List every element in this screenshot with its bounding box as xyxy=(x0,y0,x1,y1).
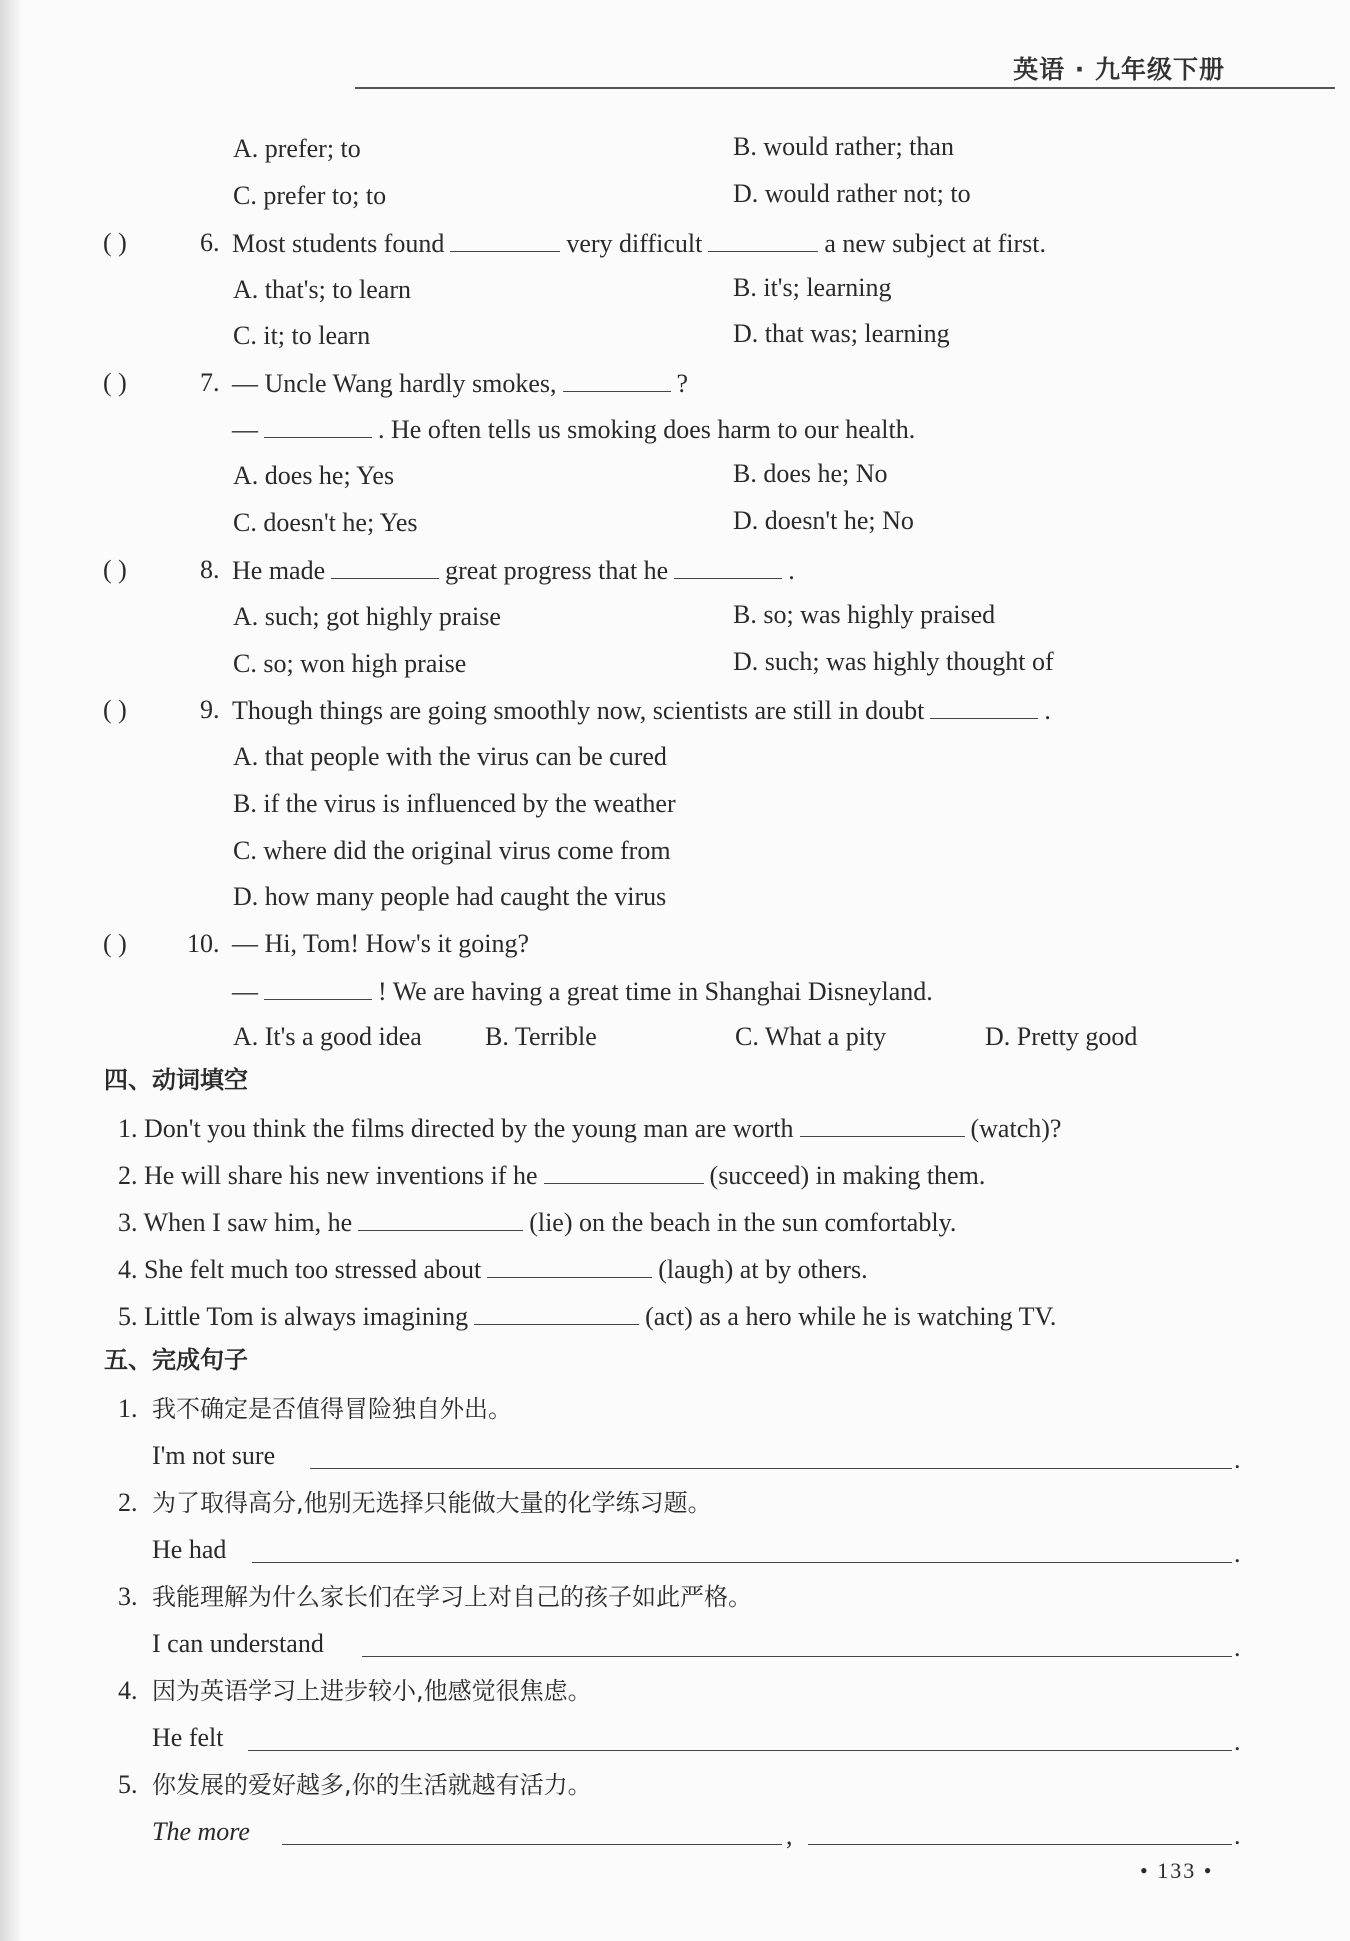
s5-item-1-period: . xyxy=(1234,1445,1241,1474)
q7-stem xyxy=(232,367,688,400)
q7-option-d: D. doesn't he; No xyxy=(733,506,914,535)
q10-number: 10. xyxy=(187,929,220,958)
s5-item-3-answer-line[interactable] xyxy=(362,1656,1232,1657)
q7-stem-part1: — Uncle Wang hardly smokes, xyxy=(232,369,557,398)
q9-stem xyxy=(232,694,1051,727)
s4-item-2-blank[interactable] xyxy=(544,1159,704,1184)
s5-item-5-prompt: The more xyxy=(152,1817,250,1846)
s5-item-2-chinese: 为了取得高分,他别无选择只能做大量的化学练习题。 xyxy=(152,1489,712,1517)
q6-blank-2[interactable] xyxy=(708,227,818,252)
q5-option-c: C. prefer to; to xyxy=(233,181,387,210)
q6-option-b: B. it's; learning xyxy=(733,273,892,302)
s5-item-5-chinese: 你发展的爱好越多,你的生活就越有活力。 xyxy=(152,1771,592,1799)
s5-item-5-comma: , xyxy=(786,1821,793,1850)
q9-answer-paren[interactable]: ( ) xyxy=(103,695,127,724)
q10-stem: — Hi, Tom! How's it going? xyxy=(232,929,530,958)
q6-stem xyxy=(232,227,1046,260)
q8-stem-part3: . xyxy=(788,556,795,585)
q10-option-b: B. Terrible xyxy=(485,1022,597,1051)
q7-option-a: A. does he; Yes xyxy=(233,461,395,490)
q7-answer-paren[interactable]: ( ) xyxy=(103,368,127,397)
q8-option-d: D. such; was highly thought of xyxy=(733,647,1054,676)
s5-item-3-num: 3. xyxy=(118,1582,138,1611)
s4-item-1-blank[interactable] xyxy=(800,1112,965,1137)
s5-item-4-period: . xyxy=(1234,1727,1241,1756)
q9-option-c: C. where did the original virus come from xyxy=(233,836,671,865)
s5-item-2-period: . xyxy=(1234,1539,1241,1568)
s4-item-5-blank[interactable] xyxy=(474,1300,639,1325)
q6-option-a: A. that's; to learn xyxy=(233,275,411,304)
q7-blank-2[interactable] xyxy=(264,413,372,438)
s4-item-3 xyxy=(118,1206,956,1239)
q7-response-text: . He often tells us smoking does harm to our health. xyxy=(378,415,916,444)
q6-number: 6. xyxy=(200,228,220,257)
s5-item-5-answer-line-1[interactable] xyxy=(282,1844,782,1845)
s5-item-4-answer-line[interactable] xyxy=(248,1750,1232,1751)
q7-response-dash: — xyxy=(232,415,258,444)
s4-item-2-num: 2. xyxy=(118,1161,138,1190)
s5-item-2-num: 2. xyxy=(118,1488,138,1517)
s5-item-1-answer-line[interactable] xyxy=(310,1468,1232,1469)
s5-item-1-chinese: 我不确定是否值得冒险独自外出。 xyxy=(152,1395,512,1423)
s5-item-4-num: 4. xyxy=(118,1676,138,1705)
section4-title: 四、动词填空 xyxy=(104,1066,248,1094)
s5-item-1-prompt: I'm not sure xyxy=(152,1441,276,1470)
q7-number: 7. xyxy=(200,368,220,397)
q8-stem-part2: great progress that he xyxy=(445,556,669,585)
s4-item-2-hint: (succeed) in making them. xyxy=(709,1161,986,1190)
header-rule xyxy=(355,87,1335,89)
s4-item-2-text: He will share his new inventions if he xyxy=(144,1161,538,1190)
q8-answer-paren[interactable]: ( ) xyxy=(103,555,127,584)
q5-option-b: B. would rather; than xyxy=(733,132,954,161)
q6-option-d: D. that was; learning xyxy=(733,319,950,348)
q10-option-d: D. Pretty good xyxy=(985,1022,1138,1051)
q6-stem-part2: very difficult xyxy=(566,229,703,258)
q10-option-c: C. What a pity xyxy=(735,1022,887,1051)
q6-stem-part1: Most students found xyxy=(232,229,445,258)
s4-item-5-text: Little Tom is always imagining xyxy=(144,1302,469,1331)
q10-blank-1[interactable] xyxy=(264,975,372,1000)
s4-item-1 xyxy=(118,1112,1061,1145)
q8-option-b: B. so; was highly praised xyxy=(733,600,996,629)
q10-response-text: ! We are having a great time in Shanghai Disneyland. xyxy=(378,977,933,1006)
s4-item-3-blank[interactable] xyxy=(358,1206,523,1231)
s5-item-4-prompt: He felt xyxy=(152,1723,224,1752)
s4-item-4-hint: (laugh) at by others. xyxy=(658,1255,868,1284)
q8-stem-part1: He made xyxy=(232,556,326,585)
s5-item-4-chinese: 因为英语学习上进步较小,他感觉很焦虑。 xyxy=(152,1677,592,1705)
s4-item-1-num: 1. xyxy=(118,1114,138,1143)
q7-option-b: B. does he; No xyxy=(733,459,888,488)
q10-answer-paren[interactable]: ( ) xyxy=(103,929,127,958)
q10-option-a: A. It's a good idea xyxy=(233,1022,422,1051)
q8-option-c: C. so; won high praise xyxy=(233,649,467,678)
s4-item-4 xyxy=(118,1253,868,1286)
section5-title: 五、完成句子 xyxy=(104,1346,248,1374)
q9-option-d: D. how many people had caught the virus xyxy=(233,882,667,911)
q6-stem-part3: a new subject at first. xyxy=(824,229,1046,258)
s5-item-2-answer-line[interactable] xyxy=(252,1562,1232,1563)
q6-option-c: C. it; to learn xyxy=(233,321,371,350)
q6-blank-1[interactable] xyxy=(450,227,560,252)
q10-response xyxy=(232,975,933,1008)
q9-blank-1[interactable] xyxy=(930,694,1038,719)
s4-item-5-num: 5. xyxy=(118,1302,138,1331)
header-title: 英语 · 九年级下册 xyxy=(1013,55,1225,84)
s4-item-4-num: 4. xyxy=(118,1255,138,1284)
q9-stem-part1: Though things are going smoothly now, scientists are still in doubt xyxy=(232,696,925,725)
q5-option-a: A. prefer; to xyxy=(233,134,361,163)
q7-option-c: C. doesn't he; Yes xyxy=(233,508,418,537)
q10-response-dash: — xyxy=(232,977,258,1006)
s5-item-2-prompt: He had xyxy=(152,1535,227,1564)
q8-number: 8. xyxy=(200,555,220,584)
page-edge-shadow xyxy=(0,0,22,1941)
s5-item-3-period: . xyxy=(1234,1633,1241,1662)
s5-item-5-answer-line-2[interactable] xyxy=(808,1844,1232,1845)
s5-item-3-prompt: I can understand xyxy=(152,1629,324,1658)
s4-item-5-hint: (act) as a hero while he is watching TV. xyxy=(645,1302,1057,1331)
s4-item-3-num: 3. xyxy=(118,1208,138,1237)
s4-item-1-hint: (watch)? xyxy=(970,1114,1062,1143)
q8-blank-1[interactable] xyxy=(331,554,439,579)
s5-item-1-num: 1. xyxy=(118,1394,138,1423)
s5-item-5-num: 5. xyxy=(118,1770,138,1799)
q7-response xyxy=(232,413,915,446)
s4-item-3-hint: (lie) on the beach in the sun comfortably. xyxy=(529,1208,957,1237)
s5-item-3-chinese: 我能理解为什么家长们在学习上对自己的孩子如此严格。 xyxy=(152,1583,752,1611)
s4-item-3-text: When I saw him, he xyxy=(143,1208,353,1237)
s4-item-2 xyxy=(118,1159,985,1192)
q9-number: 9. xyxy=(200,695,220,724)
s4-item-4-blank[interactable] xyxy=(487,1253,652,1278)
q8-stem xyxy=(232,554,795,587)
q6-answer-paren[interactable]: ( ) xyxy=(103,228,127,257)
page-number: • 133 • xyxy=(1140,1858,1214,1883)
q9-option-a: A. that people with the virus can be cured xyxy=(233,742,667,771)
q7-blank-1[interactable] xyxy=(563,367,671,392)
s4-item-5 xyxy=(118,1300,1056,1333)
q8-blank-2[interactable] xyxy=(674,554,782,579)
q9-stem-part2: . xyxy=(1044,696,1051,725)
q5-option-d: D. would rather not; to xyxy=(733,179,971,208)
q8-option-a: A. such; got highly praise xyxy=(233,602,501,631)
q9-option-b: B. if the virus is influenced by the weather xyxy=(233,789,676,818)
s4-item-1-text: Don't you think the films directed by the young man are worth xyxy=(144,1114,794,1143)
s4-item-4-text: She felt much too stressed about xyxy=(144,1255,482,1284)
s5-item-5-period: . xyxy=(1234,1821,1241,1850)
q7-stem-part2: ? xyxy=(676,369,689,398)
